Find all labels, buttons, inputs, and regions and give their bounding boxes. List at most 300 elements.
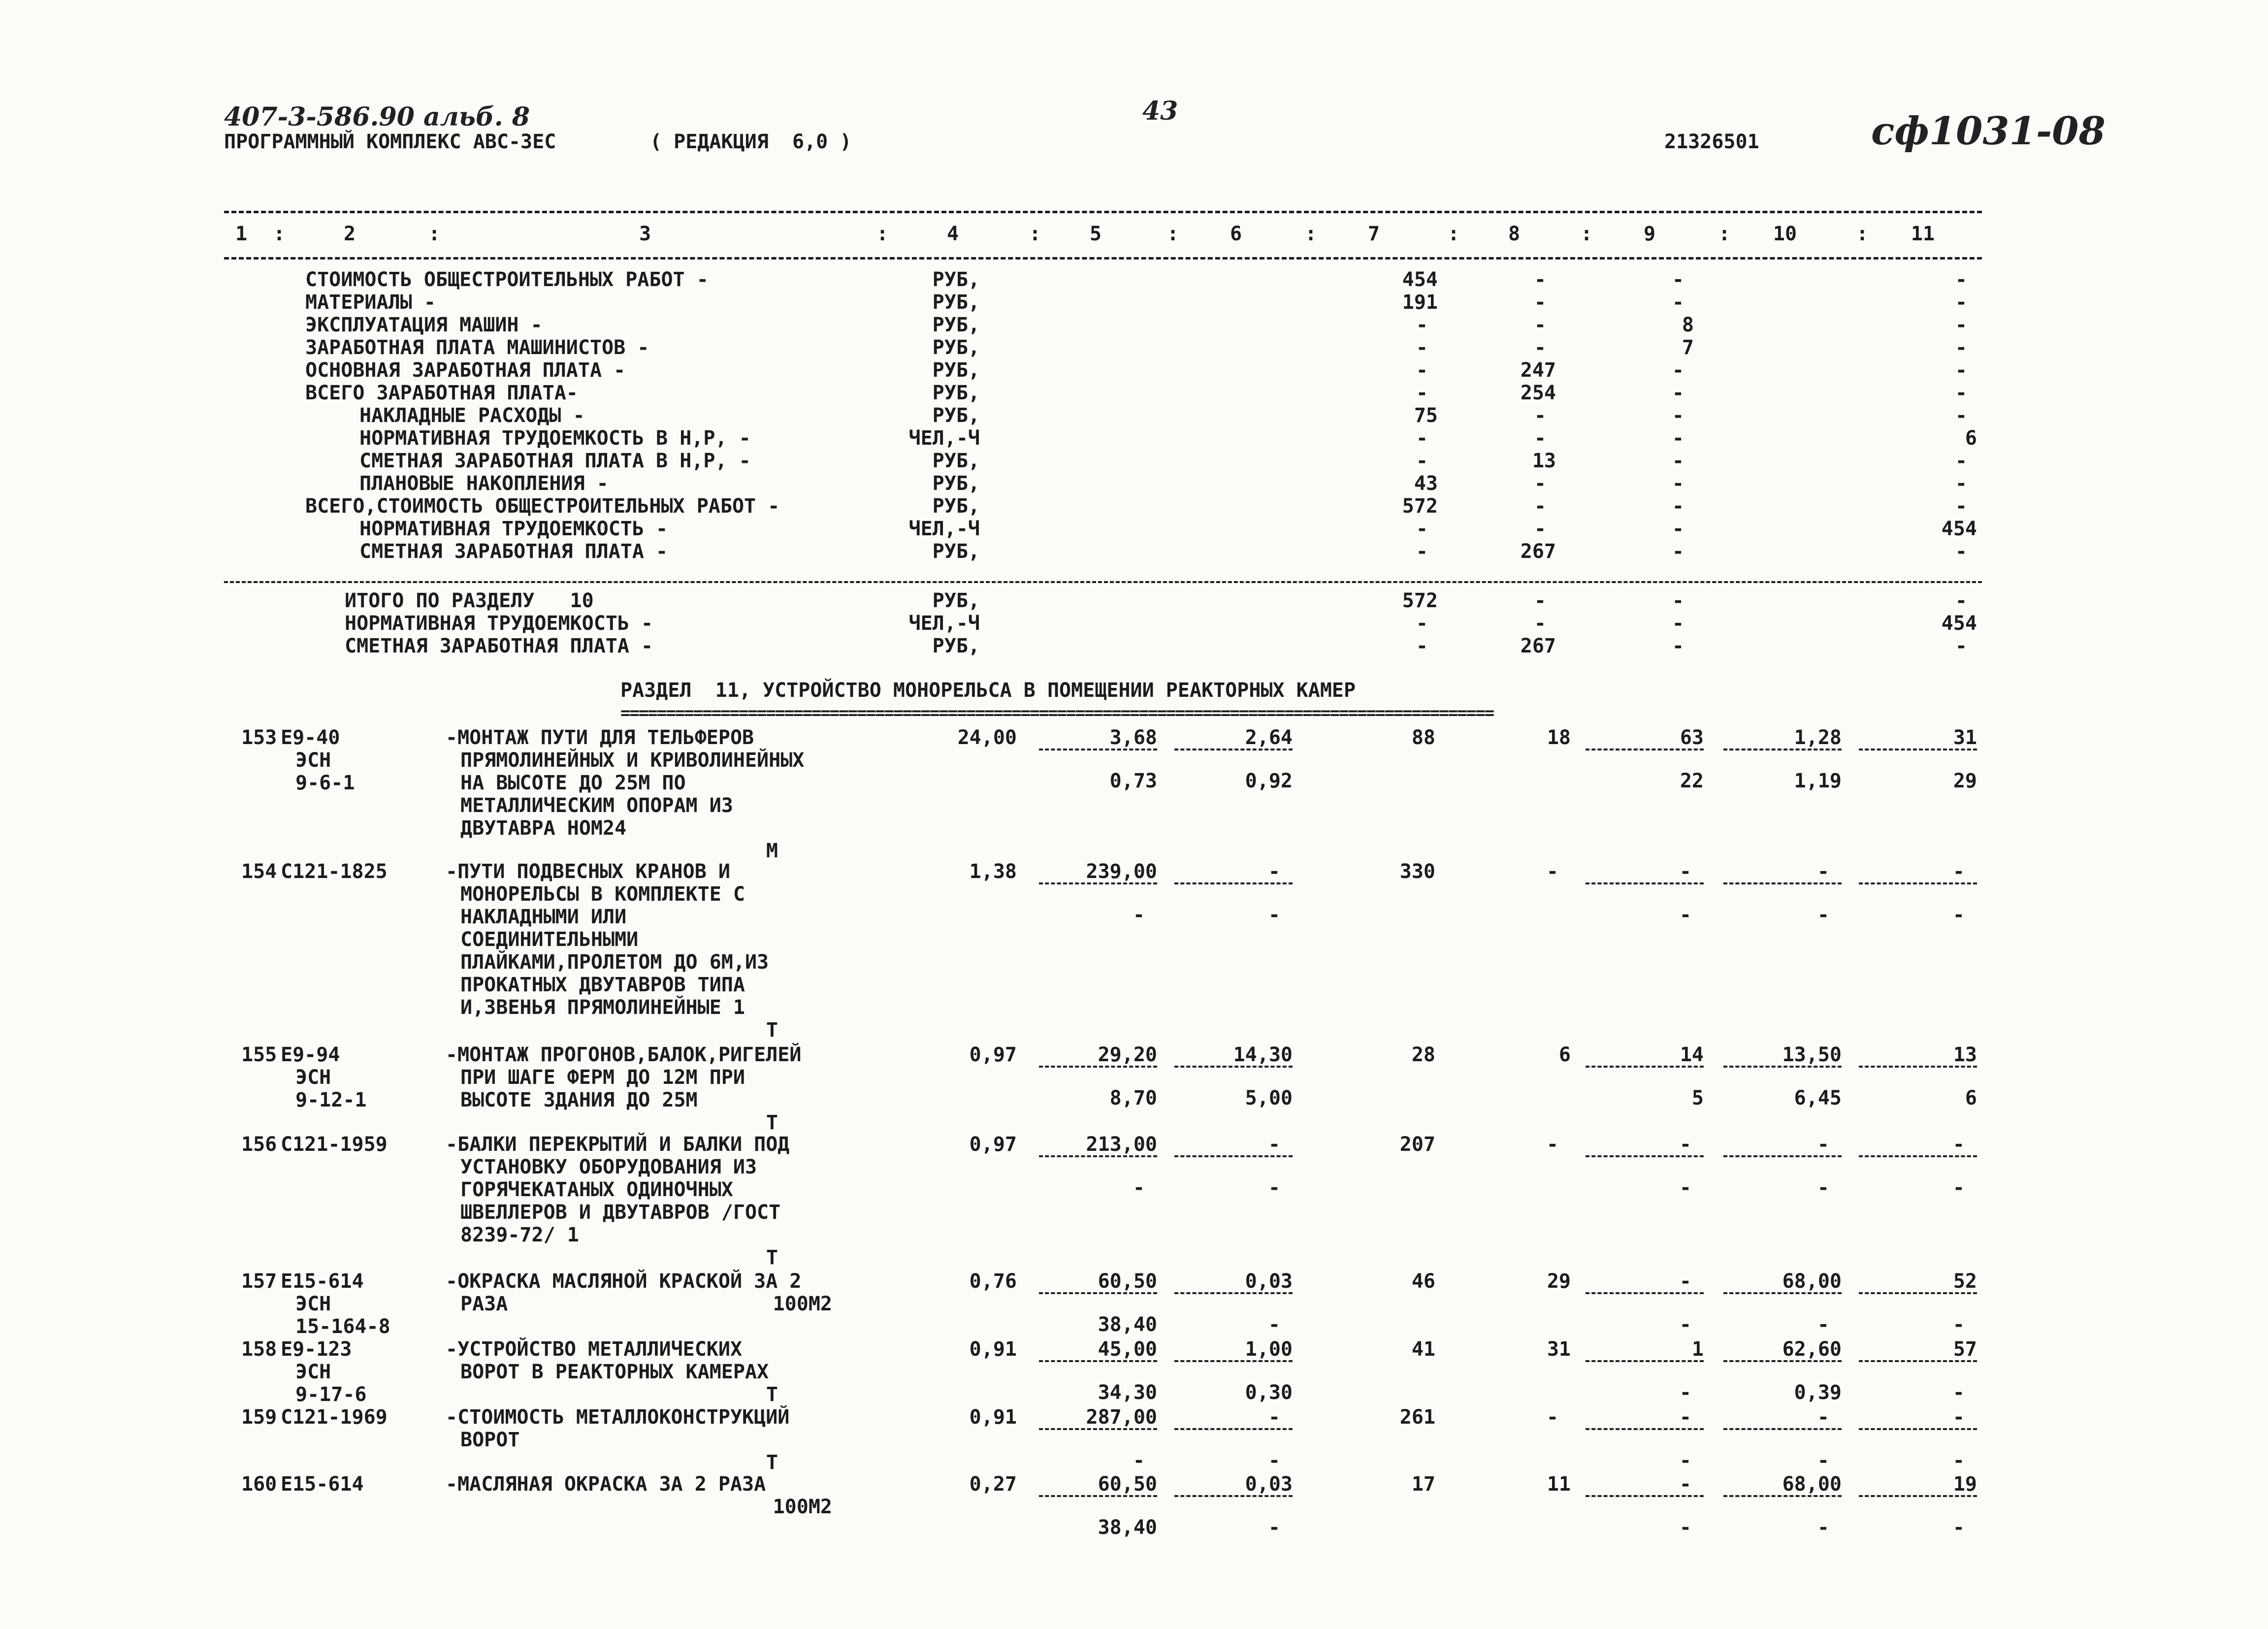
item-code: ЭСН bbox=[295, 1293, 331, 1315]
underline-col11 bbox=[1859, 882, 1977, 884]
item-value-c9: 14 bbox=[1680, 1043, 1704, 1066]
item-unit: Т bbox=[766, 1383, 778, 1406]
section-title: РАЗДЕЛ 11, УСТРОЙСТВО МОНОРЕЛЬСА В ПОМЕЩЕНИИ РЕАКТОРНЫХ КАМЕР bbox=[620, 679, 1356, 702]
summary-unit: РУБ, bbox=[932, 291, 980, 314]
item-value-c10: 68,00 bbox=[1782, 1473, 1842, 1496]
item-value-c8: 29 bbox=[1547, 1270, 1571, 1293]
item-secondary-c10b: - bbox=[1817, 904, 1829, 926]
underline-col10 bbox=[1723, 1495, 1842, 1497]
total-label: ИТОГО ПО РАЗДЕЛУ 10 bbox=[345, 589, 594, 612]
item-code: ЭСН bbox=[295, 1361, 331, 1383]
column-separator: : bbox=[1305, 223, 1317, 245]
item-value-c7: 88 bbox=[1411, 726, 1435, 749]
item-value-c6: 2,64 bbox=[1245, 726, 1293, 749]
summary-c7: - bbox=[1416, 359, 1428, 382]
edition-label: ( РЕДАКЦИЯ 6,0 ) bbox=[650, 130, 852, 153]
underline-col6 bbox=[1174, 1155, 1293, 1157]
summary-c11: - bbox=[1955, 314, 1967, 336]
item-value-c8: 18 bbox=[1547, 726, 1571, 749]
header-bottom-rule bbox=[224, 257, 1982, 260]
underline-col5 bbox=[1039, 1155, 1157, 1157]
underline-col5 bbox=[1039, 1495, 1157, 1497]
item-value-c5: 239,00 bbox=[1086, 860, 1157, 883]
item-code: ЭСН bbox=[295, 749, 331, 772]
column-header-3: 3 bbox=[639, 223, 651, 245]
item-number: 154 bbox=[241, 860, 277, 883]
underline-col10 bbox=[1723, 1292, 1842, 1294]
summary-c9: 7 bbox=[1682, 336, 1694, 359]
program-name: ПРОГРАММНЫЙ КОМПЛЕКС АВС-3ЕС bbox=[224, 130, 556, 153]
item-secondary-c5b: - bbox=[1133, 904, 1145, 926]
item-value-c7: 28 bbox=[1411, 1043, 1435, 1066]
item-unit: 100М2 bbox=[773, 1496, 832, 1518]
item-value-c6: - bbox=[1268, 1406, 1280, 1429]
summary-c7: - bbox=[1416, 382, 1428, 404]
underline-col5 bbox=[1039, 1292, 1157, 1294]
item-secondary-c5b: 8,70 bbox=[1109, 1087, 1157, 1109]
item-value-c5: 60,50 bbox=[1098, 1270, 1157, 1293]
item-code: Е9-40 bbox=[281, 726, 340, 749]
page-number: 43 bbox=[1142, 96, 1178, 126]
underline-col5 bbox=[1039, 1428, 1157, 1430]
summary-c8: 13 bbox=[1532, 450, 1556, 472]
summary-label: СМЕТНАЯ ЗАРАБОТНАЯ ПЛАТА В Н,Р, - bbox=[359, 450, 751, 472]
summary-c9: 8 bbox=[1682, 314, 1694, 336]
underline-col10 bbox=[1723, 1155, 1842, 1157]
item-secondary-c6b: 0,30 bbox=[1245, 1381, 1293, 1404]
item-value-c5: 45,00 bbox=[1098, 1338, 1157, 1361]
summary-c8: - bbox=[1534, 427, 1546, 450]
underline-col11 bbox=[1859, 1360, 1977, 1362]
total-unit: РУБ, bbox=[932, 635, 980, 657]
top-rule bbox=[224, 211, 1982, 213]
summary-c8: - bbox=[1534, 518, 1546, 540]
item-value-c6: 0,03 bbox=[1245, 1270, 1293, 1293]
summary-c9: - bbox=[1672, 472, 1684, 495]
item-description-line: ПЛАЙКАМИ,ПРОЛЕТОМ ДО 6М,ИЗ bbox=[460, 951, 769, 974]
underline-col9 bbox=[1586, 1428, 1704, 1430]
item-code: Е15-614 bbox=[281, 1473, 364, 1496]
item-secondary-c9b: - bbox=[1679, 904, 1691, 926]
summary-c7: 572 bbox=[1402, 495, 1438, 518]
summary-c8: - bbox=[1534, 336, 1546, 359]
item-code: С121-1959 bbox=[281, 1133, 388, 1156]
total-c8: - bbox=[1534, 612, 1546, 635]
item-value-c8: - bbox=[1546, 1406, 1558, 1429]
item-value-c9: 63 bbox=[1680, 726, 1704, 749]
item-secondary-c11b: 6 bbox=[1965, 1087, 1977, 1109]
underline-col10 bbox=[1723, 1066, 1842, 1068]
item-unit: М bbox=[766, 840, 778, 862]
summary-c7: 454 bbox=[1402, 268, 1438, 291]
item-number: 156 bbox=[241, 1133, 277, 1156]
column-header-10: 10 bbox=[1773, 223, 1797, 245]
document-code: 21326501 bbox=[1664, 130, 1759, 153]
item-value-c8: 11 bbox=[1547, 1473, 1571, 1496]
summary-c11: - bbox=[1955, 404, 1967, 427]
summary-c7: - bbox=[1416, 336, 1428, 359]
summary-c9: - bbox=[1672, 518, 1684, 540]
item-description-line: -СТОИМОСТЬ МЕТАЛЛОКОНСТРУКЦИЙ bbox=[446, 1406, 790, 1429]
item-secondary-c5b: - bbox=[1133, 1449, 1145, 1472]
underline-col6 bbox=[1174, 1066, 1293, 1068]
item-value-c8: 6 bbox=[1558, 1043, 1571, 1066]
summary-unit: РУБ, bbox=[932, 268, 980, 291]
summary-label: НОРМАТИВНАЯ ТРУДОЕМКОСТЬ - bbox=[359, 518, 668, 540]
summary-label: ЗАРАБОТНАЯ ПЛАТА МАШИНИСТОВ - bbox=[305, 336, 649, 359]
item-number: 158 bbox=[241, 1338, 277, 1361]
item-value-c7: 17 bbox=[1411, 1473, 1435, 1496]
item-value-c11: - bbox=[1952, 1406, 1965, 1429]
item-secondary-c9b: 22 bbox=[1680, 770, 1704, 792]
item-code: 15-164-8 bbox=[295, 1315, 390, 1338]
summary-c7: - bbox=[1416, 450, 1428, 472]
underline-col6 bbox=[1174, 1292, 1293, 1294]
item-code: Е9-123 bbox=[281, 1338, 352, 1361]
item-number: 159 bbox=[241, 1406, 277, 1429]
item-value-c7: 261 bbox=[1399, 1406, 1435, 1429]
underline-col6 bbox=[1174, 1360, 1293, 1362]
item-secondary-c5b: 34,30 bbox=[1098, 1381, 1157, 1404]
column-separator: : bbox=[428, 223, 441, 245]
summary-c7: 43 bbox=[1414, 472, 1438, 495]
summary-label: СТОИМОСТЬ ОБЩЕСТРОИТЕЛЬНЫХ РАБОТ - bbox=[305, 268, 709, 291]
total-c9: - bbox=[1672, 635, 1684, 657]
item-secondary-c6b: 5,00 bbox=[1245, 1087, 1293, 1109]
item-value-c4: 0,97 bbox=[969, 1043, 1017, 1066]
item-secondary-c10b: 6,45 bbox=[1794, 1087, 1842, 1109]
item-value-c10: - bbox=[1817, 1406, 1829, 1429]
item-code: Е15-614 bbox=[281, 1270, 364, 1293]
item-description-line: -ОКРАСКА МАСЛЯНОЙ КРАСКОЙ ЗА 2 bbox=[446, 1270, 802, 1293]
item-secondary-c9b: - bbox=[1679, 1313, 1691, 1336]
summary-c11: - bbox=[1955, 495, 1967, 518]
item-number: 157 bbox=[241, 1270, 277, 1293]
item-value-c11: 31 bbox=[1953, 726, 1977, 749]
summary-c11: 6 bbox=[1965, 427, 1977, 450]
column-separator: : bbox=[1856, 223, 1869, 245]
item-secondary-c5b: 38,40 bbox=[1098, 1313, 1157, 1336]
column-separator: : bbox=[1718, 223, 1731, 245]
item-value-c4: 1,38 bbox=[969, 860, 1017, 883]
item-code: С121-1969 bbox=[281, 1406, 388, 1429]
summary-unit: РУБ, bbox=[932, 540, 980, 563]
item-value-c11: - bbox=[1952, 860, 1965, 883]
item-value-c4: 0,91 bbox=[969, 1406, 1017, 1429]
summary-rule bbox=[224, 581, 1982, 583]
summary-c8: 254 bbox=[1520, 382, 1556, 404]
item-value-c4: 0,97 bbox=[969, 1133, 1017, 1156]
item-secondary-c5b: 0,73 bbox=[1109, 770, 1157, 792]
underline-col11 bbox=[1859, 1495, 1977, 1497]
summary-c11: - bbox=[1955, 382, 1967, 404]
underline-col11 bbox=[1859, 1155, 1977, 1157]
item-description-line: ШВЕЛЛЕРОВ И ДВУТАВРОВ /ГОСТ bbox=[460, 1201, 781, 1224]
summary-unit: РУБ, bbox=[932, 359, 980, 382]
item-secondary-c5b: - bbox=[1133, 1176, 1145, 1199]
item-secondary-c9b: 5 bbox=[1691, 1087, 1704, 1109]
item-value-c6: - bbox=[1268, 860, 1280, 883]
total-c9: - bbox=[1672, 589, 1684, 612]
item-unit: Т bbox=[766, 1246, 778, 1269]
item-value-c7: 207 bbox=[1399, 1133, 1435, 1156]
item-secondary-c9b: - bbox=[1679, 1516, 1691, 1539]
column-header-1: 1 bbox=[235, 223, 248, 245]
column-header-4: 4 bbox=[946, 223, 959, 245]
underline-col11 bbox=[1859, 1428, 1977, 1430]
summary-unit: РУБ, bbox=[932, 495, 980, 518]
item-secondary-c6b: - bbox=[1268, 904, 1280, 926]
total-c11: 454 bbox=[1941, 612, 1977, 635]
item-value-c8: 31 bbox=[1547, 1338, 1571, 1361]
item-value-c9: - bbox=[1679, 1133, 1691, 1156]
item-secondary-c6b: - bbox=[1268, 1449, 1280, 1472]
item-value-c11: 57 bbox=[1953, 1338, 1977, 1361]
item-description-line: НАКЛАДНЫМИ ИЛИ bbox=[460, 906, 627, 928]
summary-label: ПЛАНОВЫЕ НАКОПЛЕНИЯ - bbox=[359, 472, 609, 495]
item-description-line: -МОНТАЖ ПУТИ ДЛЯ ТЕЛЬФЕРОВ bbox=[446, 726, 754, 749]
summary-label: СМЕТНАЯ ЗАРАБОТНАЯ ПЛАТА - bbox=[359, 540, 668, 563]
column-separator: : bbox=[273, 223, 286, 245]
item-value-c5: 3,68 bbox=[1109, 726, 1157, 749]
item-value-c9: 1 bbox=[1691, 1338, 1704, 1361]
item-value-c10: - bbox=[1817, 860, 1829, 883]
item-description-line: -МОНТАЖ ПРОГОНОВ,БАЛОК,РИГЕЛЕЙ bbox=[446, 1043, 802, 1066]
item-value-c9: - bbox=[1679, 1406, 1691, 1429]
summary-c8: - bbox=[1534, 291, 1546, 314]
item-secondary-c10b: 1,19 bbox=[1794, 770, 1842, 792]
summary-label: НАКЛАДНЫЕ РАСХОДЫ - bbox=[359, 404, 585, 427]
item-value-c11: 19 bbox=[1953, 1473, 1977, 1496]
item-value-c4: 0,27 bbox=[969, 1473, 1017, 1496]
item-secondary-c11b: - bbox=[1952, 1176, 1965, 1199]
underline-col5 bbox=[1039, 882, 1157, 884]
item-code: С121-1825 bbox=[281, 860, 388, 883]
summary-label: МАТЕРИАЛЫ - bbox=[305, 291, 436, 314]
item-description-line: -БАЛКИ ПЕРЕКРЫТИЙ И БАЛКИ ПОД bbox=[446, 1133, 790, 1156]
item-value-c11: - bbox=[1952, 1133, 1965, 1156]
item-description-line: ГОРЯЧЕКАТАНЫХ ОДИНОЧНЫХ bbox=[460, 1178, 733, 1201]
summary-c8: - bbox=[1534, 495, 1546, 518]
item-unit: 100М2 bbox=[773, 1293, 832, 1315]
item-description-line: ПРИ ШАГЕ ФЕРМ ДО 12М ПРИ bbox=[460, 1066, 745, 1089]
underline-col9 bbox=[1586, 1155, 1704, 1157]
summary-c11: 454 bbox=[1941, 518, 1977, 540]
underline-col6 bbox=[1174, 1495, 1293, 1497]
item-secondary-c11b: - bbox=[1952, 1313, 1965, 1336]
summary-unit: РУБ, bbox=[932, 336, 980, 359]
item-code: 9-17-6 bbox=[295, 1383, 367, 1406]
summary-c9: - bbox=[1672, 540, 1684, 563]
item-unit: Т bbox=[766, 1111, 778, 1134]
summary-c8: - bbox=[1534, 472, 1546, 495]
item-value-c10: 13,50 bbox=[1782, 1043, 1842, 1066]
total-c7: - bbox=[1416, 635, 1428, 657]
item-secondary-c9b: - bbox=[1679, 1449, 1691, 1472]
item-value-c11: 13 bbox=[1953, 1043, 1977, 1066]
summary-c7: - bbox=[1416, 518, 1428, 540]
underline-col9 bbox=[1586, 1495, 1704, 1497]
item-secondary-c6b: - bbox=[1268, 1313, 1280, 1336]
underline-col6 bbox=[1174, 882, 1293, 884]
item-secondary-c6b: - bbox=[1268, 1176, 1280, 1199]
summary-c9: - bbox=[1672, 404, 1684, 427]
item-description-line: УСТАНОВКУ ОБОРУДОВАНИЯ ИЗ bbox=[460, 1156, 757, 1178]
summary-unit: РУБ, bbox=[932, 314, 980, 336]
column-header-8: 8 bbox=[1508, 223, 1521, 245]
item-description-line: РАЗА bbox=[460, 1293, 508, 1315]
item-secondary-c11b: - bbox=[1952, 1449, 1965, 1472]
item-value-c5: 29,20 bbox=[1098, 1043, 1157, 1066]
item-value-c6: - bbox=[1268, 1133, 1280, 1156]
underline-col9 bbox=[1586, 1292, 1704, 1294]
item-value-c7: 46 bbox=[1411, 1270, 1435, 1293]
summary-unit: РУБ, bbox=[932, 472, 980, 495]
underline-col10 bbox=[1723, 882, 1842, 884]
column-separator: : bbox=[1167, 223, 1179, 245]
item-description-line: МОНОРЕЛЬСЫ В КОМПЛЕКТЕ С bbox=[460, 883, 745, 906]
column-separator: : bbox=[1581, 223, 1593, 245]
item-value-c8: - bbox=[1546, 1133, 1558, 1156]
summary-c9: - bbox=[1672, 291, 1684, 314]
item-secondary-c11b: 29 bbox=[1953, 770, 1977, 792]
summary-unit: РУБ, bbox=[932, 450, 980, 472]
summary-c9: - bbox=[1672, 450, 1684, 472]
item-secondary-c10b: 0,39 bbox=[1794, 1381, 1842, 1404]
summary-c7: 75 bbox=[1414, 404, 1438, 427]
column-header-6: 6 bbox=[1230, 223, 1242, 245]
item-value-c6: 1,00 bbox=[1245, 1338, 1293, 1361]
item-code: ЭСН bbox=[295, 1066, 331, 1089]
item-secondary-c11b: - bbox=[1952, 904, 1965, 926]
item-value-c10: 1,28 bbox=[1794, 726, 1842, 749]
item-secondary-c9b: - bbox=[1679, 1381, 1691, 1404]
archive-stamp: сф1031-08 bbox=[1871, 109, 2106, 154]
column-header-9: 9 bbox=[1643, 223, 1656, 245]
underline-col10 bbox=[1723, 1360, 1842, 1362]
item-code: 9-12-1 bbox=[295, 1089, 367, 1111]
item-value-c6: 14,30 bbox=[1233, 1043, 1293, 1066]
section-title-underline: ================================================================================================ bbox=[620, 703, 1494, 723]
item-value-c5: 213,00 bbox=[1086, 1133, 1157, 1156]
underline-col5 bbox=[1039, 1066, 1157, 1068]
item-secondary-c11b: - bbox=[1952, 1381, 1965, 1404]
item-secondary-c10b: - bbox=[1817, 1449, 1829, 1472]
total-unit: ЧЕЛ,-Ч bbox=[908, 612, 980, 635]
summary-c7: - bbox=[1416, 314, 1428, 336]
summary-c9: - bbox=[1672, 382, 1684, 404]
column-header-11: 11 bbox=[1911, 223, 1935, 245]
item-secondary-c6b: 0,92 bbox=[1245, 770, 1293, 792]
item-description-line: ПРЯМОЛИНЕЙНЫХ И КРИВОЛИНЕЙНЫХ bbox=[460, 749, 805, 772]
underline-col10 bbox=[1723, 749, 1842, 750]
item-secondary-c11b: - bbox=[1952, 1516, 1965, 1539]
summary-c9: - bbox=[1672, 495, 1684, 518]
item-code: 9-6-1 bbox=[295, 772, 355, 794]
item-value-c4: 0,76 bbox=[969, 1270, 1017, 1293]
item-description-line: ВЫСОТЕ ЗДАНИЯ ДО 25М bbox=[460, 1089, 698, 1111]
summary-label: ОСНОВНАЯ ЗАРАБОТНАЯ ПЛАТА - bbox=[305, 359, 626, 382]
underline-col5 bbox=[1039, 1360, 1157, 1362]
summary-c8: - bbox=[1534, 268, 1546, 291]
item-description-line: И,ЗВЕНЬЯ ПРЯМОЛИНЕЙНЫЕ 1 bbox=[460, 996, 745, 1019]
item-value-c7: 41 bbox=[1411, 1338, 1435, 1361]
item-description-line: -МАСЛЯНАЯ ОКРАСКА ЗА 2 РАЗА bbox=[446, 1473, 766, 1496]
item-description-line: ВОРОТ В РЕАКТОРНЫХ КАМЕРАХ bbox=[460, 1361, 769, 1383]
underline-col11 bbox=[1859, 1292, 1977, 1294]
summary-unit: ЧЕЛ,-Ч bbox=[908, 518, 980, 540]
underline-col9 bbox=[1586, 1066, 1704, 1068]
summary-c11: - bbox=[1955, 268, 1967, 291]
item-description-line: ВОРОТ bbox=[460, 1429, 520, 1451]
summary-unit: РУБ, bbox=[932, 382, 980, 404]
item-value-c8: - bbox=[1546, 860, 1558, 883]
total-c8: - bbox=[1534, 589, 1546, 612]
total-c7: - bbox=[1416, 612, 1428, 635]
summary-c8: 267 bbox=[1520, 540, 1556, 563]
summary-c11: - bbox=[1955, 540, 1967, 563]
item-description-line: ПРОКАТНЫХ ДВУТАВРОВ ТИПА bbox=[460, 974, 745, 996]
item-code: Е9-94 bbox=[281, 1043, 340, 1066]
item-description-line: ДВУТАВРА НОМ24 bbox=[460, 817, 627, 840]
item-value-c6: 0,03 bbox=[1245, 1473, 1293, 1496]
summary-c11: - bbox=[1955, 472, 1967, 495]
summary-c9: - bbox=[1672, 427, 1684, 450]
item-secondary-c10b: - bbox=[1817, 1176, 1829, 1199]
item-value-c9: - bbox=[1679, 1270, 1691, 1293]
handwritten-reference: 407-3-586.90 альб. 8 bbox=[224, 102, 530, 132]
item-value-c10: 68,00 bbox=[1782, 1270, 1842, 1293]
summary-c11: - bbox=[1955, 450, 1967, 472]
item-value-c4: 0,91 bbox=[969, 1338, 1017, 1361]
underline-col6 bbox=[1174, 1428, 1293, 1430]
item-number: 160 bbox=[241, 1473, 277, 1496]
item-number: 153 bbox=[241, 726, 277, 749]
column-header-7: 7 bbox=[1367, 223, 1380, 245]
item-value-c11: 52 bbox=[1953, 1270, 1977, 1293]
summary-c8: - bbox=[1534, 314, 1546, 336]
summary-label: ЭКСПЛУАТАЦИЯ МАШИН - bbox=[305, 314, 543, 336]
item-secondary-c10b: - bbox=[1817, 1516, 1829, 1539]
item-value-c10: 62,60 bbox=[1782, 1338, 1842, 1361]
item-value-c7: 330 bbox=[1399, 860, 1435, 883]
summary-c7: - bbox=[1416, 427, 1428, 450]
column-header-2: 2 bbox=[343, 223, 356, 245]
item-unit: Т bbox=[766, 1451, 778, 1474]
summary-c7: - bbox=[1416, 540, 1428, 563]
summary-label: НОРМАТИВНАЯ ТРУДОЕМКОСТЬ В Н,Р, - bbox=[359, 427, 751, 450]
summary-c9: - bbox=[1672, 359, 1684, 382]
item-number: 155 bbox=[241, 1043, 277, 1066]
item-description-line: НА ВЫСОТЕ ДО 25М ПО bbox=[460, 772, 686, 794]
total-c9: - bbox=[1672, 612, 1684, 635]
underline-col6 bbox=[1174, 749, 1293, 750]
item-secondary-c10b: - bbox=[1817, 1313, 1829, 1336]
item-value-c10: - bbox=[1817, 1133, 1829, 1156]
total-label: СМЕТНАЯ ЗАРАБОТНАЯ ПЛАТА - bbox=[345, 635, 653, 657]
item-description-line: СОЕДИНИТЕЛЬНЫМИ bbox=[460, 928, 639, 951]
summary-unit: ЧЕЛ,-Ч bbox=[908, 427, 980, 450]
summary-c9: - bbox=[1672, 268, 1684, 291]
total-label: НОРМАТИВНАЯ ТРУДОЕМКОСТЬ - bbox=[345, 612, 653, 635]
column-separator: : bbox=[876, 223, 889, 245]
summary-label: ВСЕГО ЗАРАБОТНАЯ ПЛАТА- bbox=[305, 382, 578, 404]
item-value-c5: 287,00 bbox=[1086, 1406, 1157, 1429]
total-c11: - bbox=[1955, 635, 1967, 657]
summary-label: ВСЕГО,СТОИМОСТЬ ОБЩЕСТРОИТЕЛЬНЫХ РАБОТ - bbox=[305, 495, 780, 518]
summary-c11: - bbox=[1955, 291, 1967, 314]
total-unit: РУБ, bbox=[932, 589, 980, 612]
